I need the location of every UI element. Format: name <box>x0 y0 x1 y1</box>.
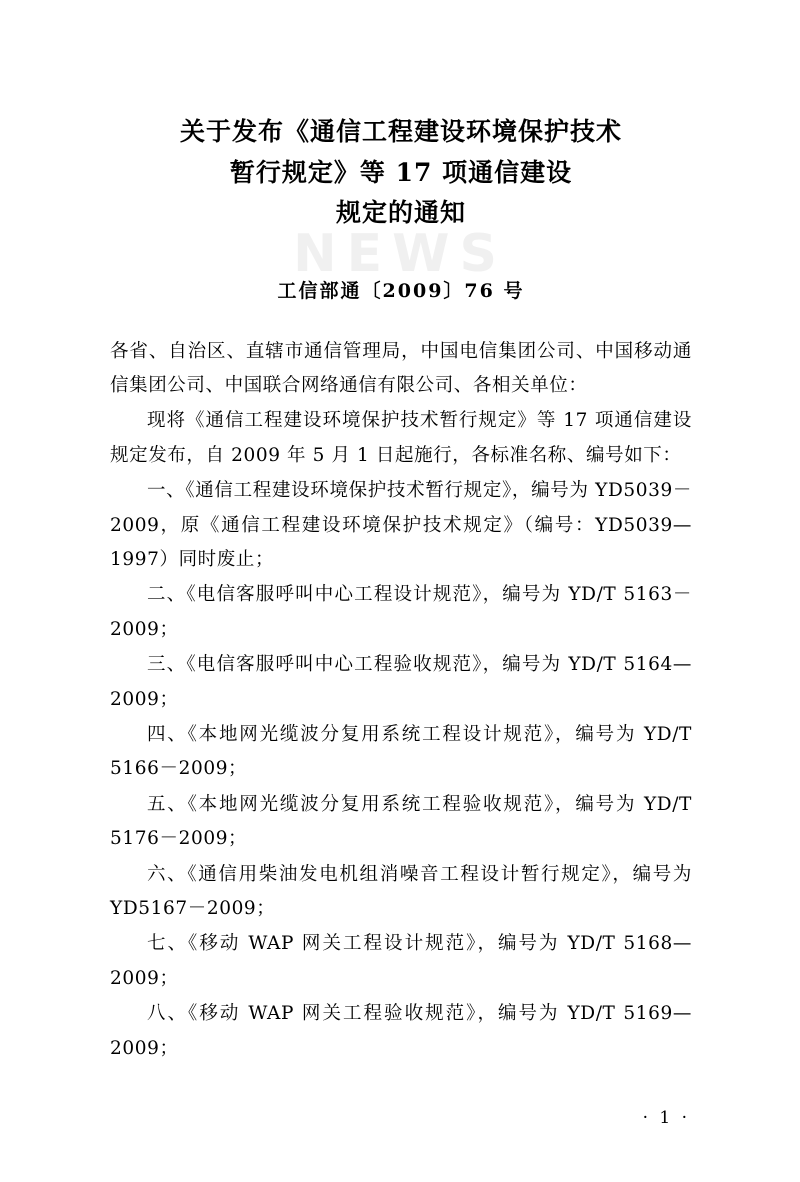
paragraph-item-7: 七、《移动 WAP 网关工程设计规范》，编号为 YD/T 5168—2009； <box>110 933 692 989</box>
paragraph-intro: 现将《通信工程建设环境保护技术暂行规定》等 17 项通信建设规定发布，自 2009 年 5 月 1 日起施行，各标准名称、编号如下： <box>110 410 692 466</box>
paragraph-item-5: 五、《本地网光缆波分复用系统工程验收规范》，编号为 YD/T 5176－2009； <box>110 793 692 850</box>
title-line-1: 关于发布《通信工程建设环境保护技术 <box>179 117 622 146</box>
document-content <box>0 112 800 1066</box>
paragraph-item-4: 四、《本地网光缆波分复用系统工程设计规范》，编号为 YD/T 5166－2009； <box>110 723 692 780</box>
title-line-2: 暂行规定》等 17 项通信建设 <box>229 157 573 187</box>
document-number: 工信部通〔2009〕76 号 <box>277 279 525 302</box>
document-page <box>0 112 800 1182</box>
paragraph-item-6: 六、《通信用柴油发电机组消噪音工程设计暂行规定》，编号为 YD5167－2009； <box>110 863 692 919</box>
watermark-text: NEWS <box>293 224 507 284</box>
page-title <box>110 112 692 234</box>
paragraph-item-1: 一、《通信工程建设环境保护技术暂行规定》，编号为 YD5039－2009，原《通信工程建设环境保护技术规定》（编号：YD5039—1997）同时废止； <box>110 480 692 570</box>
page-number: · 1 · <box>642 1108 690 1128</box>
paragraph-addressees: 各省、自治区、直辖市通信管理局，中国电信集团公司、中国移动通信集团公司、中国联合网络通信有限公司、各相关单位： <box>110 340 692 396</box>
paragraph-item-3: 三、《电信客服呼叫中心工程验收规范》，编号为 YD/T 5164—2009； <box>110 654 692 710</box>
paragraph-item-8: 八、《移动 WAP 网关工程验收规范》，编号为 YD/T 5169—2009； <box>110 1003 692 1059</box>
paragraph-item-2: 二、《电信客服呼叫中心工程设计规范》，编号为 YD/T 5163－2009； <box>110 584 692 640</box>
document-body <box>110 335 692 1067</box>
title-line-3: 规定的通知 <box>335 198 466 227</box>
